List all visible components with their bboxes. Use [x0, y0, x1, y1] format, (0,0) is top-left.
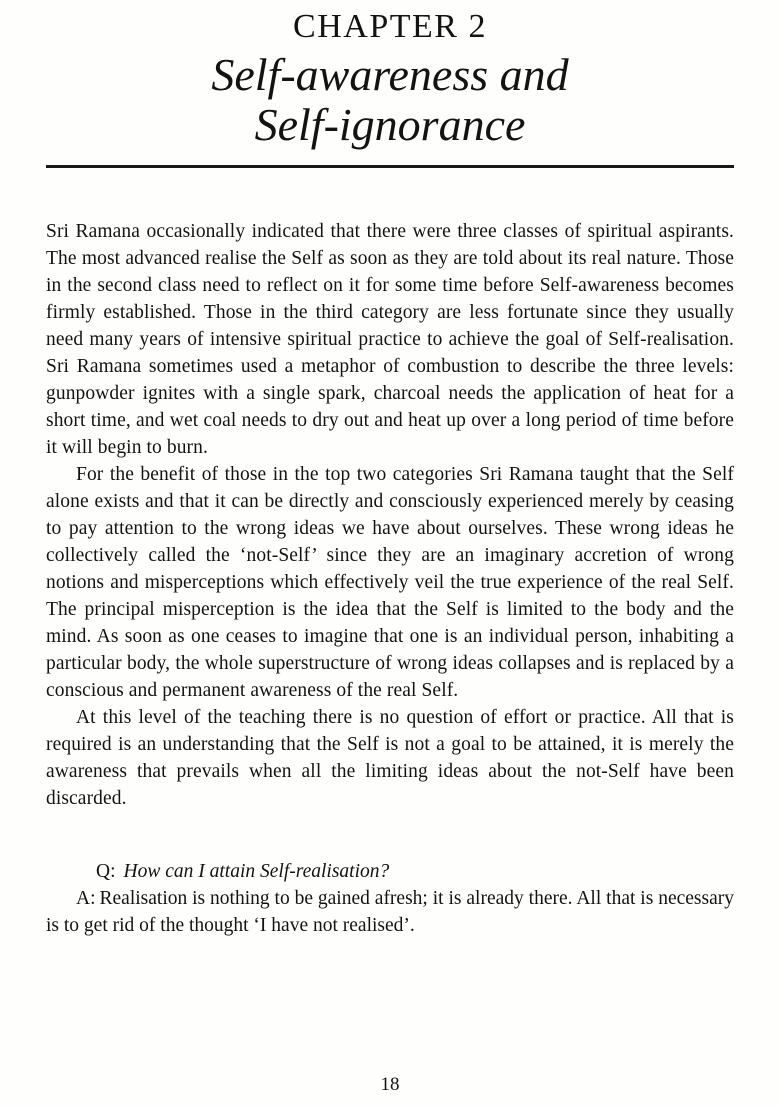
answer-paragraph: [46, 885, 734, 939]
chapter-title-line-2: Self-ignorance: [254, 98, 526, 150]
question-answer-block: [46, 858, 734, 939]
paragraph: For the benefit of those in the top two categories Sri Ramana taught that the Self alone exists and that it can be directly and consciously experienced merely by ceasing to pay attention to the wrong ideas we have about ourselves. These wrong ideas he collectively called the ‘not-Self’ since they are an imaginary accretion of wrong notions and misperceptions which effectively veil the true experience of the real Self. The principal misperception is the idea that the Self is limited to the body and the mind. As soon as one ceases to imagine that one is an individual person, inhabiting a particular body, the whole superstructure of wrong ideas collapses and is replaced by a conscious and permanent awareness of the real Self.: [46, 464, 734, 702]
page-number: 18: [380, 1074, 400, 1095]
body-text: [46, 218, 734, 812]
paragraph: Sri Ramana occasionally indicated that there were three classes of spiritual aspirants. The most advanced realise the Self as soon as they are told about its real nature. Those in the second class need to reflect on it for some time before Self-awareness becomes firmly established. Those in the third category are less fortunate since they usually need many years of intensive spiritual practice to achieve the goal of Self-realisation. Sri Ramana sometimes used a metaphor of combustion to describe the three levels: gunpowder ignites with a single spark, charcoal needs the application of heat for a short time, and wet coal needs to dry out and heat up over a long period of time before it will begin to burn.: [46, 221, 734, 459]
answer-label: A:: [76, 888, 96, 910]
question-line: [96, 858, 734, 885]
chapter-heading: CHAPTER 2: [293, 8, 487, 45]
chapter-title-line-1: Self-awareness and: [211, 49, 569, 100]
paragraph: At this level of the teaching there is no question of effort or practice. All that is required is an understanding that the Self is not a goal to be attained, it is merely the awareness that prevails when all the limiting ideas about the not-Self have been discarded.: [46, 707, 734, 810]
chapter-title: [46, 50, 734, 149]
question-text: How can I attain Self-realisation?: [123, 861, 390, 883]
answer-text: Realisation is nothing to be gained afresh; it is already there. All that is necessary is to get rid of the thought ‘I have not realised’.: [46, 888, 734, 937]
title-rule: [46, 165, 734, 168]
question-label: Q:: [96, 861, 116, 883]
